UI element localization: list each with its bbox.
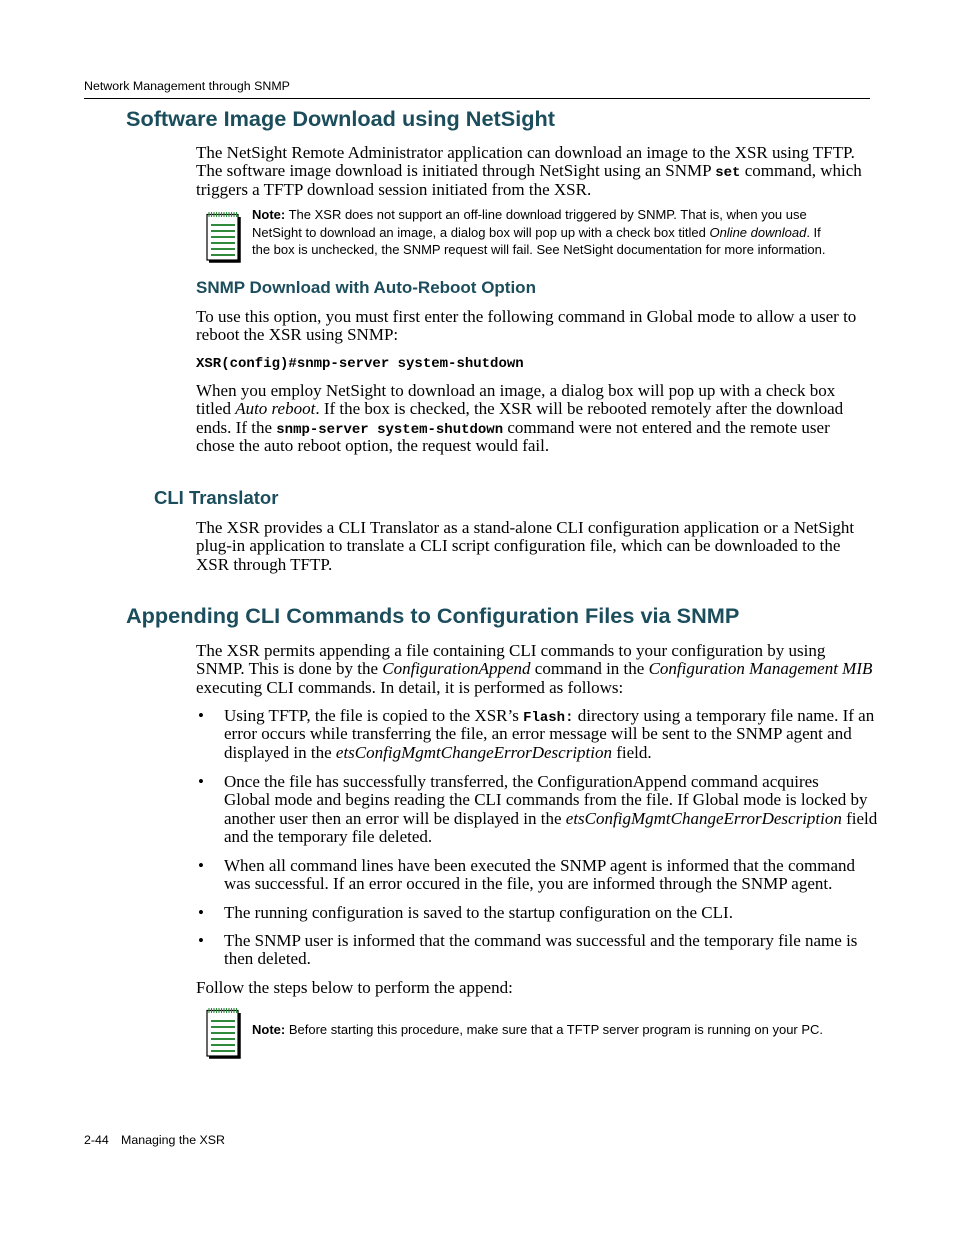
bullet-icon: • bbox=[198, 705, 204, 725]
text-span: another user then an error will be displayed in the bbox=[224, 808, 566, 828]
note-label: Note: bbox=[252, 207, 286, 222]
text-line: The XSR provides a CLI Translator as a stand-alone CLI configuration application or a NetSight bbox=[196, 517, 855, 537]
page-number: 2-44 bbox=[84, 1133, 109, 1147]
emphasis-auto-reboot: Auto reboot bbox=[235, 399, 316, 419]
text-line: The SNMP user is informed that the command was successful and the temporary file name is bbox=[224, 930, 858, 950]
paragraph-auto-reboot-intro bbox=[196, 308, 856, 345]
text-line: and the temporary file deleted. bbox=[224, 827, 433, 847]
section-title-appending-cli-commands: Appending CLI Commands to Configuration Files via SNMP bbox=[126, 603, 740, 628]
text-line: The NetSight Remote Administrator application can download an image to the XSR using TFTP. bbox=[196, 142, 855, 162]
header-rule bbox=[84, 98, 870, 99]
note-line bbox=[252, 224, 826, 242]
notepad-icon bbox=[206, 1007, 242, 1059]
inline-code-flash: Flash: bbox=[523, 709, 574, 726]
inline-code-snmp-server: snmp-server system-shutdown bbox=[276, 421, 504, 438]
text-span: The software image download is initiated through NetSight using an SNMP bbox=[196, 161, 716, 181]
text-line: Once the file has successfully transferred, the ConfigurationAppend command acquires bbox=[224, 771, 819, 791]
text-span: displayed in the bbox=[224, 742, 336, 762]
running-head: Network Management through SNMP bbox=[84, 79, 290, 93]
emphasis-configuration-management-mib: Configuration Management MIB bbox=[648, 659, 873, 679]
list-item-text bbox=[224, 707, 874, 763]
bullet-icon: • bbox=[198, 930, 204, 950]
list-item bbox=[196, 857, 876, 895]
text-span: command in the bbox=[530, 659, 649, 679]
text-line bbox=[196, 660, 872, 679]
text-line: To use this option, you must first enter the following command in Global mode to allow a user to bbox=[196, 306, 857, 326]
text-line: When you employ NetSight to download an image, a dialog box will pop up with a check box bbox=[196, 380, 836, 400]
text-span: ends. If the bbox=[196, 417, 277, 437]
text-line: XSR through TFTP. bbox=[196, 554, 333, 574]
list-item bbox=[196, 932, 876, 970]
paragraph-follow-steps bbox=[196, 979, 513, 998]
text-line bbox=[224, 707, 874, 726]
text-line bbox=[224, 744, 874, 763]
text-line: was successful. If an error occured in the file, you are informed through the SNMP agent. bbox=[224, 874, 833, 894]
text-line: then deleted. bbox=[224, 949, 311, 969]
text-span: field bbox=[841, 808, 878, 828]
text-line: Global mode and begins reading the CLI commands from the file. If Global mode is locked by bbox=[224, 790, 868, 810]
note-offline-download bbox=[252, 206, 826, 259]
text-line: triggers a TFTP download session initiated from the XSR. bbox=[196, 179, 592, 199]
emphasis-error-description-field: etsConfigMgmtChangeErrorDescription bbox=[335, 742, 612, 762]
section-title-software-image-download: Software Image Download using NetSight bbox=[126, 106, 555, 131]
note-line bbox=[252, 1021, 823, 1039]
text-line: Follow the steps below to perform the append: bbox=[196, 977, 513, 997]
list-item bbox=[196, 707, 876, 763]
text-line: plug-in application to translate a CLI script configuration file, which can be downloaded to the bbox=[196, 536, 841, 556]
text-line: error occurs while transferring the file, an error message will be sent to the SNMP agent and bbox=[224, 724, 852, 744]
text-line bbox=[224, 810, 877, 829]
text-line bbox=[196, 400, 843, 419]
bullet-icon: • bbox=[198, 855, 204, 875]
list-item-text bbox=[224, 904, 733, 923]
note-text-span: . If bbox=[806, 224, 821, 240]
note-line: the box is unchecked, the SNMP request will fail. See NetSight documentation for more information. bbox=[252, 242, 826, 257]
note-icon bbox=[206, 211, 242, 263]
footer-chapter-title: Managing the XSR bbox=[121, 1133, 226, 1147]
text-span: SNMP. This is done by the bbox=[196, 659, 383, 679]
text-span: command, which bbox=[740, 161, 862, 181]
text-span: field. bbox=[612, 742, 652, 762]
paragraph-cli-translator bbox=[196, 519, 854, 575]
text-span: Using TFTP, the file is copied to the XSR’s bbox=[224, 705, 524, 725]
command-example: XSR(config)#snmp-server system-shutdown bbox=[196, 356, 524, 372]
paragraph-netsight-intro bbox=[196, 144, 862, 200]
text-line: chose the auto reboot option, the request would fail. bbox=[196, 436, 550, 456]
paragraph-append-intro bbox=[196, 642, 872, 698]
bullet-icon: • bbox=[198, 771, 204, 791]
list-item-text bbox=[224, 773, 877, 847]
notepad-icon bbox=[206, 211, 242, 263]
note-text-span: NetSight to download an image, a dialog box will pop up with a check box titled bbox=[252, 224, 710, 240]
paragraph-auto-reboot-detail bbox=[196, 382, 843, 456]
note-emphasis-online-download: Online download bbox=[709, 224, 807, 240]
note-line bbox=[252, 206, 826, 224]
text-line: The running configuration is saved to the startup configuration on the CLI. bbox=[224, 902, 733, 922]
text-span: directory using a temporary file name. If an bbox=[573, 705, 875, 725]
text-span: titled bbox=[196, 399, 236, 419]
text-line: executing CLI commands. In detail, it is performed as follows: bbox=[196, 677, 624, 697]
text-span: . If the box is checked, the XSR will be rebooted remotely after the download bbox=[315, 399, 844, 419]
emphasis-configurationappend: ConfigurationAppend bbox=[382, 659, 531, 679]
bullet-icon: • bbox=[198, 902, 204, 922]
note-label: Note: bbox=[252, 1022, 286, 1037]
note-icon bbox=[206, 1007, 242, 1059]
list-item-text bbox=[224, 857, 855, 894]
text-line bbox=[196, 162, 862, 181]
section-title-cli-translator: CLI Translator bbox=[154, 487, 279, 508]
inline-code-set: set bbox=[715, 165, 741, 182]
note-text-span: Before starting this procedure, make sure that a TFTP server program is running on your PC. bbox=[285, 1022, 824, 1037]
list-item bbox=[196, 773, 876, 848]
list-item bbox=[196, 904, 876, 923]
note-tftp-server bbox=[252, 1021, 823, 1039]
text-line: When all command lines have been executed the SNMP agent is informed that the command bbox=[224, 855, 856, 875]
emphasis-error-description-field: etsConfigMgmtChangeErrorDescription bbox=[565, 808, 842, 828]
note-text-span: The XSR does not support an off-line download triggered by SNMP. That is, when you use bbox=[285, 207, 807, 222]
text-span: command were not entered and the remote user bbox=[503, 417, 830, 437]
text-line: reboot the XSR using SNMP: bbox=[196, 325, 399, 345]
subsection-title-auto-reboot: SNMP Download with Auto-Reboot Option bbox=[196, 278, 536, 297]
list-item-text bbox=[224, 932, 857, 969]
text-line bbox=[196, 419, 843, 438]
text-line: The XSR permits appending a file containing CLI commands to your configuration by using bbox=[196, 640, 826, 660]
